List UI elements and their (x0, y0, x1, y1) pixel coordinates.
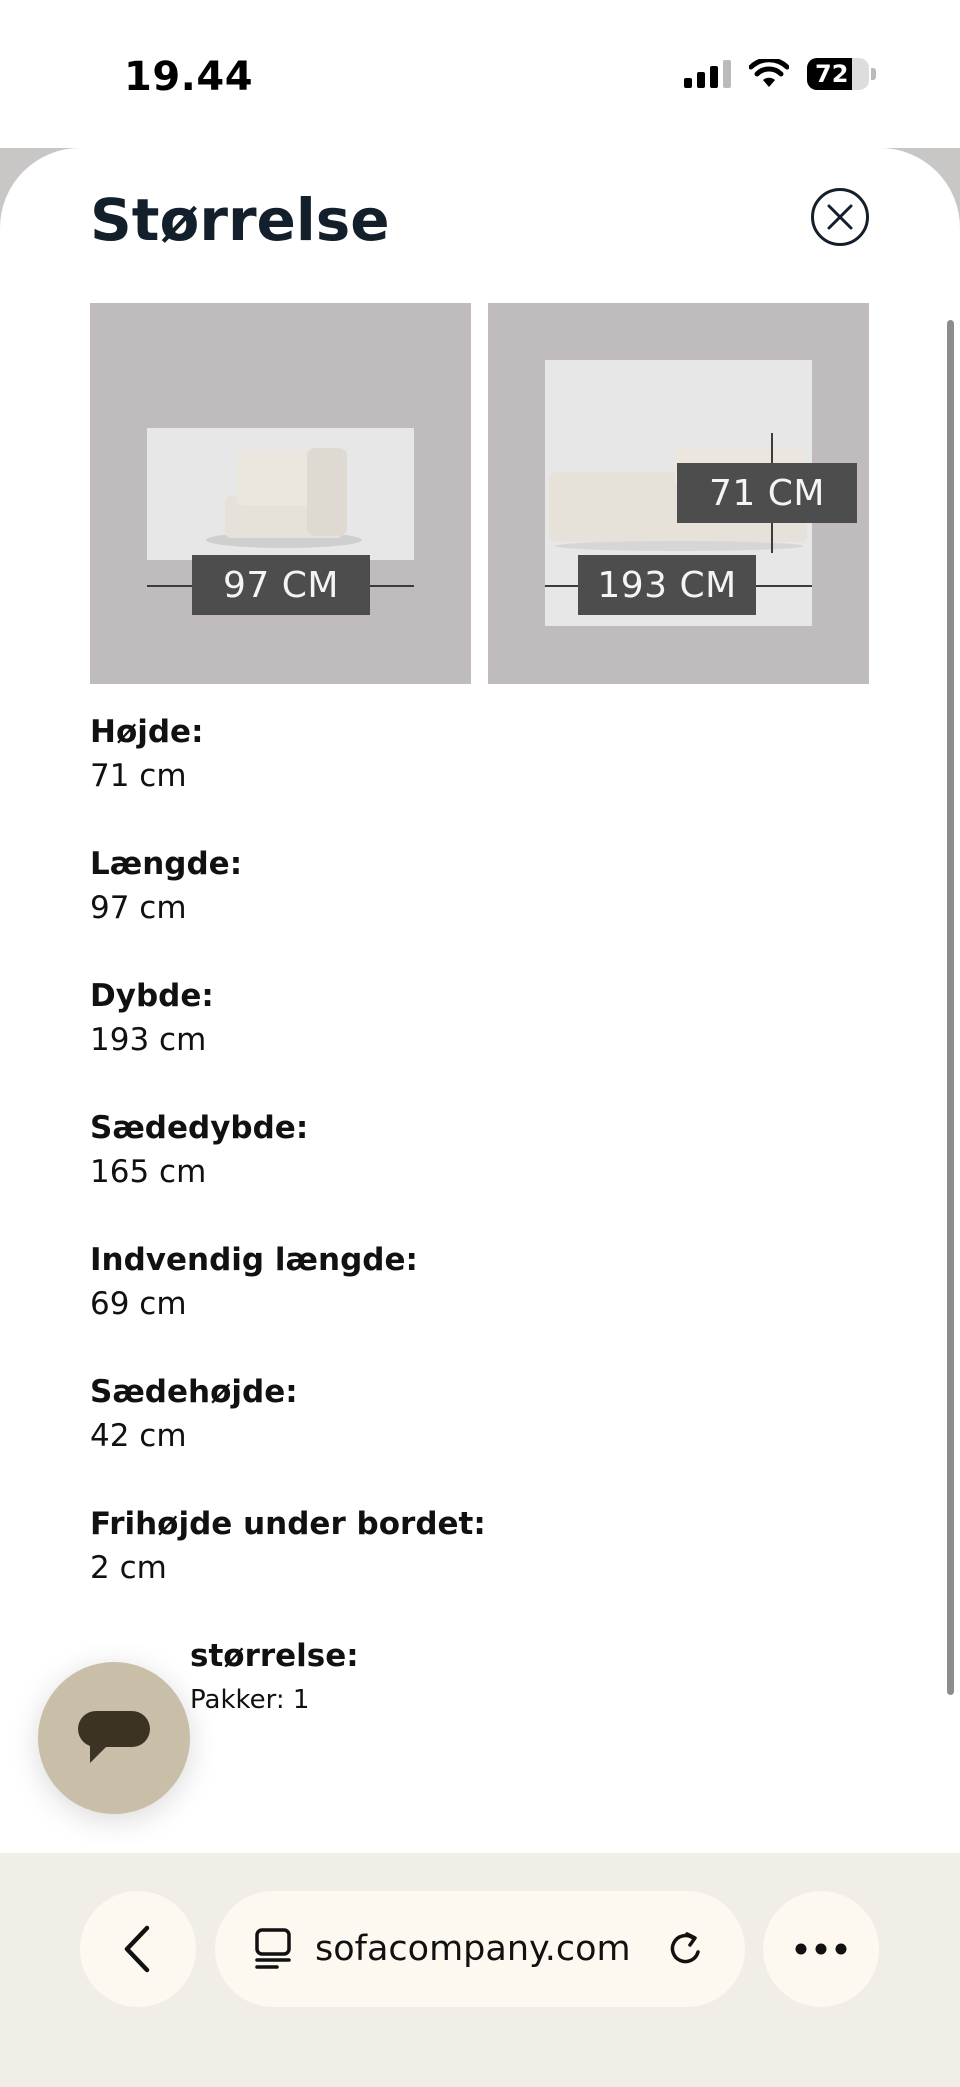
module-length-label: 97 CM (192, 555, 370, 615)
spec-value: 69 cm (90, 1286, 187, 1322)
scrollbar[interactable] (947, 320, 954, 1695)
spec-list (90, 710, 486, 1766)
spec-label: Dybde: (90, 978, 214, 1014)
reload-icon[interactable] (665, 1928, 707, 1970)
spec-length (90, 842, 486, 930)
chat-button[interactable] (38, 1662, 190, 1814)
spec-label: Sædehøjde: (90, 1374, 298, 1410)
height-label: 71 CM (677, 463, 857, 523)
battery-percent: 72 (815, 60, 849, 88)
sofa-module-photo (147, 428, 414, 560)
size-image-module (90, 303, 471, 684)
depth-label: 193 CM (578, 555, 756, 615)
status-bar (0, 0, 960, 148)
close-button[interactable] (811, 188, 869, 246)
more-button[interactable] (763, 1891, 879, 2007)
spec-seat-depth (90, 1106, 486, 1194)
sheet-title: Størrelse (90, 186, 390, 254)
status-time: 19.44 (124, 54, 254, 100)
spec-depth (90, 974, 486, 1062)
spec-clearance (90, 1502, 486, 1590)
back-button[interactable] (80, 1891, 196, 2007)
size-image-chaiselong (488, 303, 869, 684)
browser-toolbar (0, 1853, 960, 2087)
page-settings-icon[interactable] (253, 1927, 293, 1971)
spec-label: størrelse: (190, 1638, 359, 1674)
chat-bubble-icon (76, 1707, 152, 1769)
spec-value: 42 cm (90, 1418, 187, 1454)
close-icon (825, 202, 855, 232)
more-icon (794, 1942, 848, 1956)
status-icons (684, 58, 876, 90)
spec-label: Frihøjde under bordet: (90, 1506, 486, 1542)
spec-label: Højde: (90, 714, 204, 750)
spec-value: 2 cm (90, 1550, 167, 1586)
address-bar[interactable] (215, 1891, 745, 2007)
spec-seat-height (90, 1370, 486, 1458)
spec-label: Længde: (90, 846, 243, 882)
url-text: sofacompany.com (315, 1929, 631, 1969)
spec-value: Pakker: 1 (190, 1685, 310, 1715)
spec-value: 193 cm (90, 1022, 207, 1058)
spec-label: Sædedybde: (90, 1110, 309, 1146)
size-sheet (0, 148, 960, 1853)
spec-value: 71 cm (90, 758, 187, 794)
cellular-signal-icon (684, 60, 731, 88)
spec-height (90, 710, 486, 798)
battery-icon (807, 58, 869, 90)
spec-label: Indvendig længde: (90, 1242, 418, 1278)
spec-inner-length (90, 1238, 486, 1326)
chevron-left-icon (121, 1924, 155, 1974)
spec-value: 165 cm (90, 1154, 207, 1190)
wifi-icon (749, 59, 789, 89)
spec-value: 97 cm (90, 890, 187, 926)
